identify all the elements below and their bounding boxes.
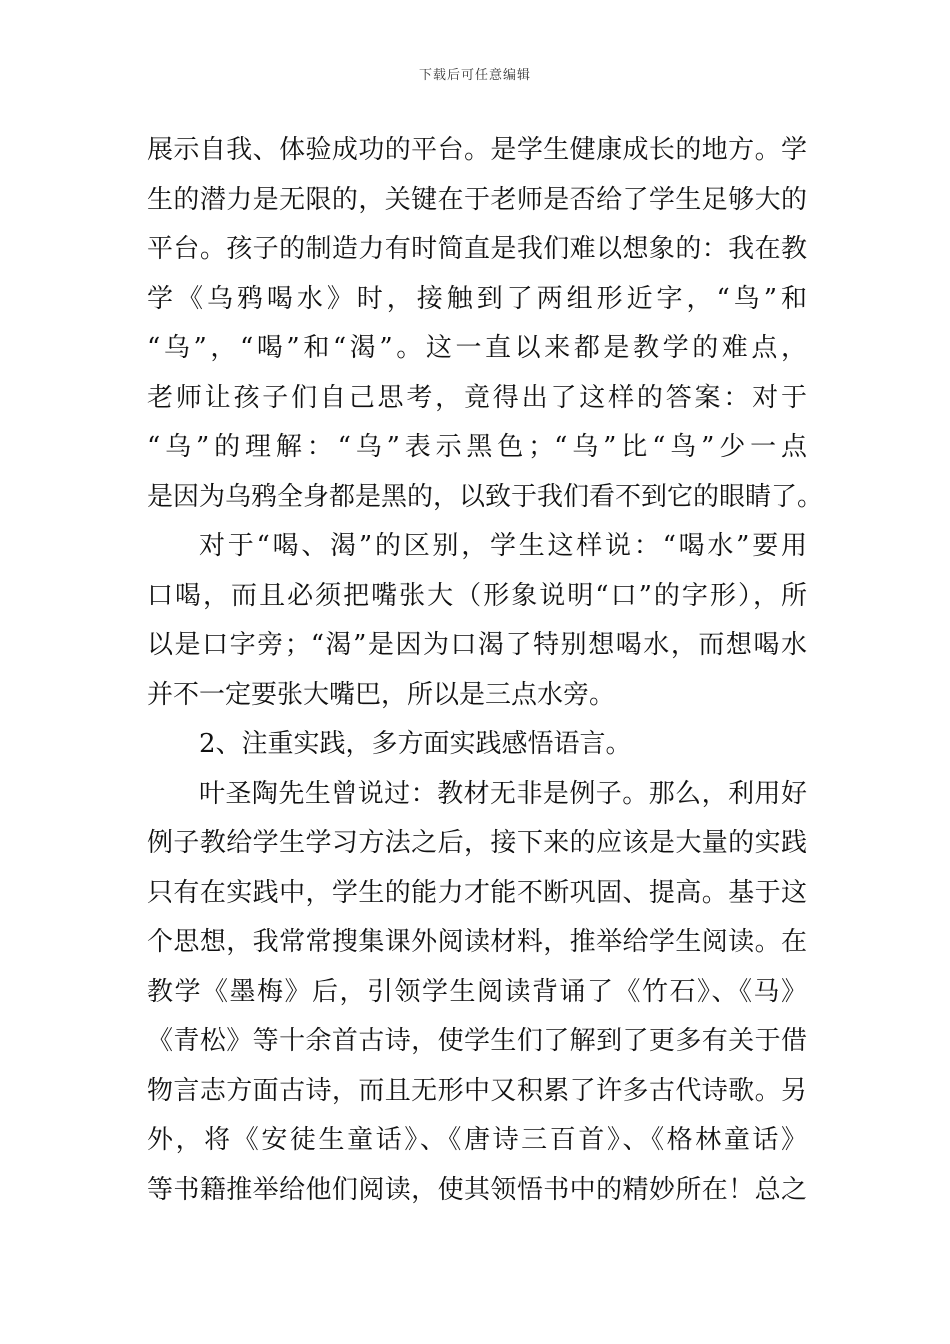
text-line: 《青松》等十余首古诗，使学生们了解到了更多有关于借 [147, 1026, 807, 1056]
text-line: 并不一定要张大嘴巴，所以是三点水旁。 [147, 679, 616, 710]
text-line: 教学《墨梅》后，引领学生阅读背诵了《竹石》、《马》 [147, 976, 807, 1007]
text-line: “乌”，“喝”和“渴”。这一直以来都是教学的难点， [147, 333, 807, 363]
page-header: 下载后可任意编辑 [418, 68, 531, 83]
text-line: 生的潜力是无限的，关键在于老师是否给了学生足够大的 [147, 184, 807, 215]
text-line: 对于“喝、渴”的区别，学生这样说：“喝水”要用 [199, 531, 807, 561]
text-line: 个思想，我常常搜集课外阅读材料，推举给学生阅读。在 [147, 927, 807, 957]
text-line: 以是口字旁；“渴”是因为口渴了特别想喝水，而想喝水 [147, 630, 807, 660]
section-heading [147, 720, 807, 770]
text-line: 口喝，而且必须把嘴张大（形象说明“口”的字形），所 [147, 580, 807, 611]
text-line: 外，将《安徒生童话》、《唐诗三百首》、《格林童话》 [147, 1125, 807, 1155]
text-line: 叶圣陶先生曾说过：教材无非是例子。那么，利用好 [199, 778, 807, 809]
text-line: 老师让孩子们自己思考，竟得出了这样的答案：对于 [147, 382, 807, 413]
text-line: 展示自我、体验成功的平台。是学生健康成长的地方。学 [147, 135, 807, 165]
text-line: 2、注重实践，多方面实践感悟语言。 [199, 729, 632, 759]
text-line: 物言志方面古诗，而且无形中又积累了许多古代诗歌。另 [147, 1075, 807, 1106]
text-line: 学《乌鸦喝水》时，接触到了两组形近字，“鸟”和 [147, 283, 807, 314]
text-line: 只有在实践中，学生的能力才能不断巩固、提高。基于这 [147, 877, 807, 908]
paragraph-2 [147, 522, 807, 720]
text-line: “乌”的理解：“乌”表示黑色；“乌”比“鸟”少一点 [147, 432, 807, 462]
text-line: 是因为乌鸦全身都是黑的，以致于我们看不到它的眼睛了。 [147, 481, 824, 512]
paragraph-4 [147, 770, 807, 1216]
document-body [147, 126, 824, 1215]
paragraph-1 [147, 126, 824, 522]
text-line: 等书籍推举给他们阅读，使其领悟书中的精妙所在！总之 [147, 1174, 807, 1205]
text-line: 例子教给学生学习方法之后，接下来的应该是大量的实践 [147, 828, 807, 858]
text-line: 平台。孩子的制造力有时简直是我们难以想象的：我在教 [147, 234, 807, 264]
